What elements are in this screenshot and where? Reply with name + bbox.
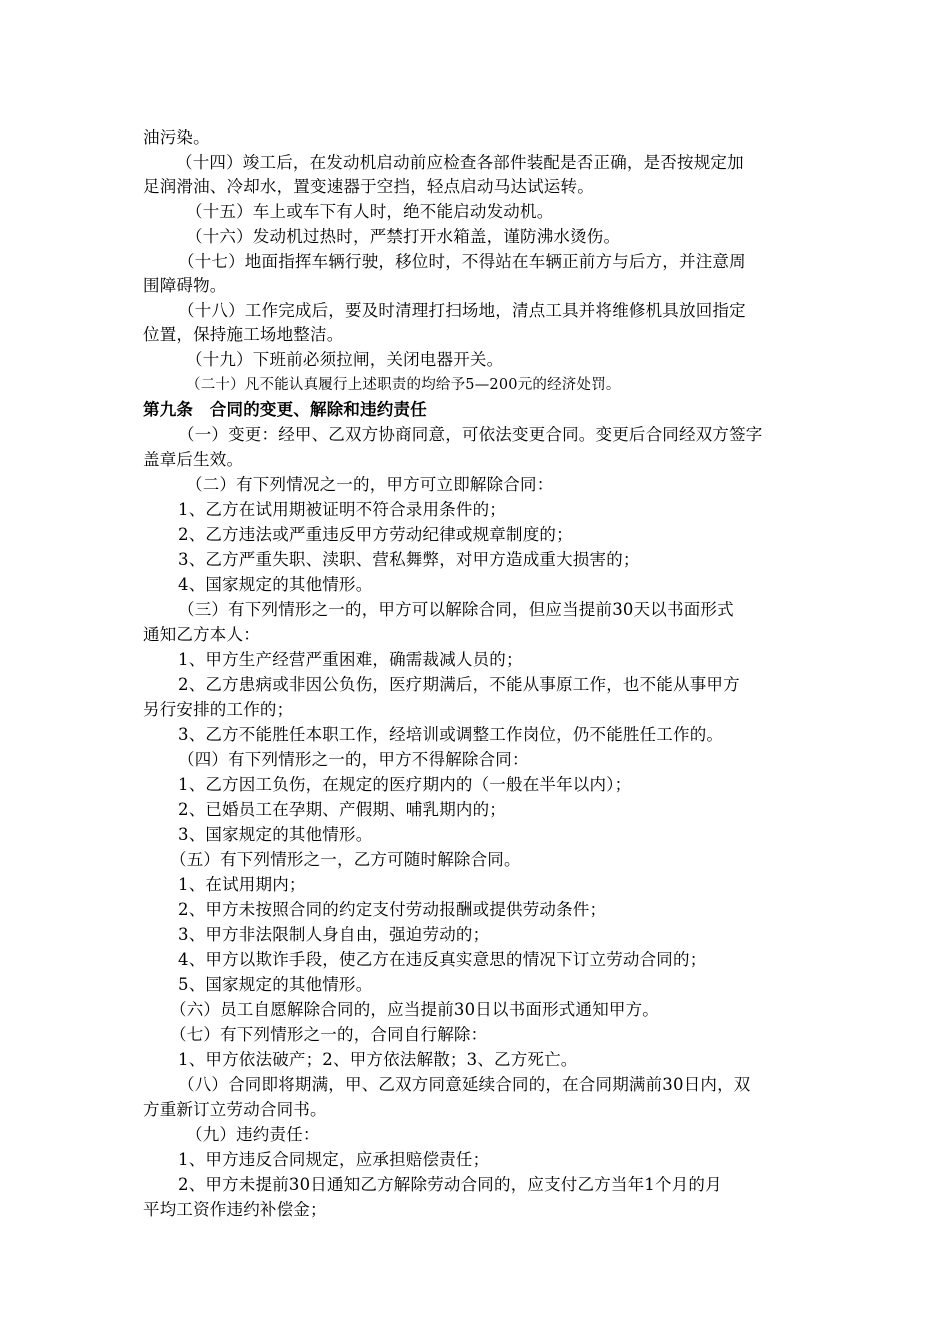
text-line: 方重新订立劳动合同书。 [143, 1100, 327, 1119]
text-line: （五）有下列情形之一，乙方可随时解除合同。 [170, 850, 521, 869]
text-line: （二）有下列情况之一的，甲方可立即解除合同： [186, 475, 554, 494]
text-line: 4、甲方以欺诈手段，使乙方在违反真实意思的情况下订立劳动合同的； [178, 950, 707, 969]
text-line: （三）有下列情形之一的，甲方可以解除合同，但应当提前30天以书面形式 [178, 600, 734, 619]
text-line: 1、甲方依法破产；2、甲方依法解散；3、乙方死亡。 [178, 1050, 578, 1069]
text-line: 1、甲方生产经营严重困难，确需裁减人员的； [178, 650, 523, 669]
text-line: 另行安排的工作的； [143, 700, 294, 719]
text-line: 1、乙方因工负伤，在规定的医疗期内的（一般在半年以内）； [178, 775, 632, 794]
text-line: 2、已婚员工在孕期、产假期、哺乳期内的； [178, 800, 506, 819]
text-line: （十四）竣工后，在发动机启动前应检查各部件装配是否正确，是否按规定加 [176, 153, 744, 172]
text-line: 5、国家规定的其他情形。 [178, 975, 373, 994]
text-line: （四）有下列情形之一的，甲方不得解除合同： [178, 750, 529, 769]
text-line: 围障碍物。 [143, 276, 227, 295]
text-line: 2、乙方患病或非因公负伤，医疗期满后，不能从事原工作，也不能从事甲方 [178, 675, 740, 694]
text-line: 1、在试用期内； [178, 875, 306, 894]
text-line: （六）员工自愿解除合同的，应当提前30日以书面形式通知甲方。 [170, 1000, 659, 1019]
section-heading: 第九条 合同的变更、解除和违约责任 [143, 400, 427, 419]
text-line: （八）合同即将期满，甲、乙双方同意延续合同的，在合同期满前30日内，双 [178, 1075, 751, 1094]
text-line: （一）变更：经甲、乙双方协商同意，可依法变更合同。变更后合同经双方签字 [178, 425, 763, 444]
text-line: 3、甲方非法限制人身自由，强迫劳动的； [178, 925, 490, 944]
text-line: （十六）发动机过热时，严禁打开水箱盖，谨防沸水烫伤。 [186, 227, 621, 246]
text-line: 盖章后生效。 [143, 450, 244, 469]
text-line: 1、甲方违反合同规定，应承担赔偿责任； [178, 1150, 490, 1169]
text-line: （十九）下班前必须拉闸，关闭电器开关。 [186, 350, 504, 369]
text-line: 2、乙方违法或严重违反甲方劳动纪律或规章制度的； [178, 525, 573, 544]
text-line: 1、乙方在试用期被证明不符合录用条件的； [178, 500, 506, 519]
text-line: （九）违约责任： [186, 1125, 320, 1144]
text-line: 位置，保持施工场地整洁。 [143, 325, 344, 344]
text-line: 2、甲方未提前30日通知乙方解除劳动合同的，应支付乙方当年1个月的月 [178, 1175, 722, 1194]
text-line: 平均工资作违约补偿金； [143, 1200, 327, 1219]
text-line: 油污染。 [143, 128, 210, 147]
text-line: 3、乙方严重失职、渎职、营私舞弊，对甲方造成重大损害的； [178, 550, 640, 569]
text-line: 4、国家规定的其他情形。 [178, 575, 373, 594]
text-line: （十七）地面指挥车辆行驶，移位时，不得站在车辆正前方与后方，并注意周 [178, 252, 746, 271]
text-line: （二十）凡不能认真履行上述职责的均给予5—200元的经济处罚。 [186, 377, 621, 393]
text-line: 3、国家规定的其他情形。 [178, 825, 373, 844]
text-line: 2、甲方未按照合同的约定支付劳动报酬或提供劳动条件； [178, 900, 607, 919]
text-line: 通知乙方本人： [143, 625, 260, 644]
text-line: 足润滑油、冷却水，置变速器于空挡，轻点启动马达试运转。 [143, 177, 594, 196]
text-line: （十五）车上或车下有人时，绝不能启动发动机。 [186, 202, 554, 221]
text-line: 3、乙方不能胜任本职工作，经培训或调整工作岗位，仍不能胜任工作的。 [178, 725, 724, 744]
text-line: （七）有下列情形之一的，合同自行解除： [170, 1025, 488, 1044]
text-line: （十八）工作完成后，要及时清理打扫场地，清点工具并将维修机具放回指定 [178, 301, 746, 320]
